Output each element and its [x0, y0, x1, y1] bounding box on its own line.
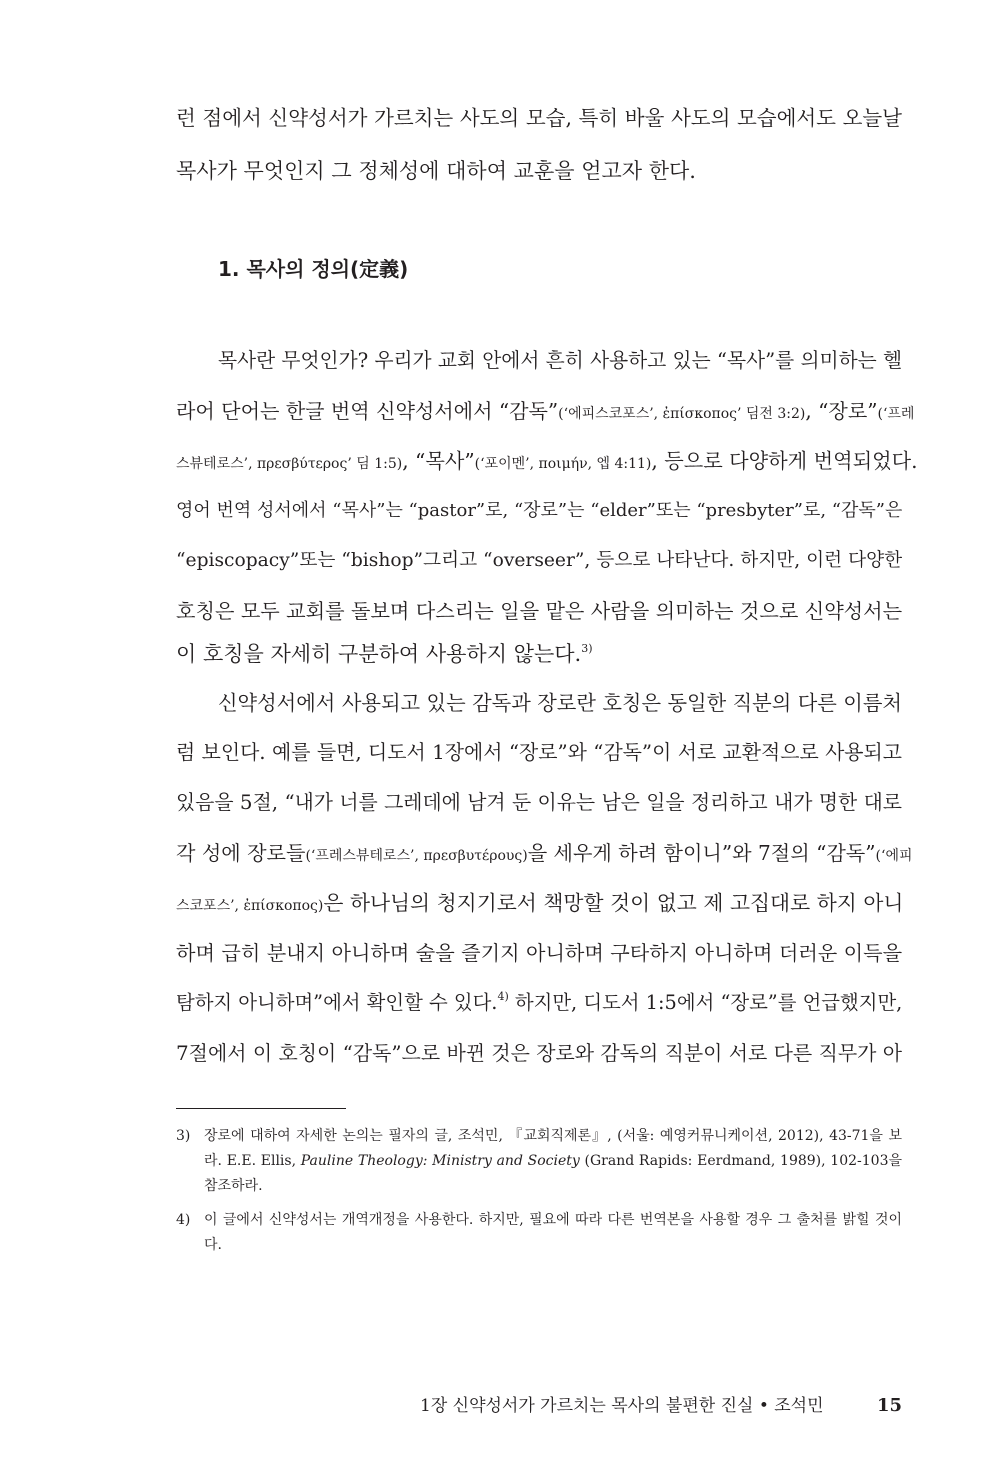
footnote-divider	[176, 1108, 346, 1109]
body-line: 탐하지 아니하며”에서 확인할 수 있다.$^{4)}$ 하지만, 디도서 1:5에서 “장로”를 언급했지만,	[176, 990, 903, 1014]
body-line: 런 점에서 신약성서가 가르치는 사도의 모습, 특히 바울 사도의 모습에서도 오늘날	[176, 106, 902, 130]
section-heading: 1. 목사의 정의(定義)	[218, 257, 409, 281]
body-line: 스코포스’, ἐπίσκοπος)은 하나님의 청지기로서 책망할 것이 없고 제 고집대로 하지 아니	[176, 891, 904, 915]
footnote-number: 4)	[176, 1212, 191, 1228]
body-line: 럼 보인다. 예를 들면, 디도서 1장에서 “장로”와 “감독”이 서로 교환적으로 사용되고	[176, 741, 902, 764]
body-line: 각 성에 장로들(‘프레스뷰테로스’, πρεσβυτέρους)을 세우게 하려 함이니”와 7절의 “감독”(‘에피	[176, 841, 913, 865]
running-head: 1장 신약성서가 가르치는 목사의 불편한 진실 • 조석민	[420, 1396, 824, 1416]
body-line: 호칭은 모두 교회를 돌보며 다스리는 일을 맡은 사람을 의미하는 것으로 신약성서는	[176, 599, 903, 623]
body-line: “episcopacy”또는 “bishop”그리고 “overseer”, 등으로 나타난다. 하지만, 이런 다양한	[176, 550, 903, 571]
body-line: 목사란 무엇인가? 우리가 교회 안에서 흔히 사용하고 있는 “목사”를 의미하는 헬	[218, 349, 902, 372]
page-number: 15	[876, 1395, 902, 1416]
body-line: 이 호칭을 자세히 구분하여 사용하지 않는다.$^{3)}$	[176, 642, 593, 666]
body-line: 목사가 무엇인지 그 정체성에 대하여 교훈을 얻고자 한다.	[176, 159, 696, 183]
footnote-ref[interactable]: 4)	[497, 990, 509, 1003]
footnote-ref[interactable]: 3)	[581, 642, 593, 655]
body-line: 7절에서 이 호칭이 “감독”으로 바뀐 것은 장로와 감독의 직분이 서로 다른 직무가 아	[176, 1041, 902, 1065]
footnote-text: 이 글에서 신약성서는 개역개정을 사용한다. 하지만, 필요에 따라 다른 번역본을 사용할 경우 그 출처를 밝힐 것이다.	[204, 1212, 902, 1253]
body-line: 있음을 5절, “내가 너를 그레데에 남겨 둔 이유는 남은 일을 정리하고 내가 명한 대로	[176, 791, 902, 814]
body-line: 영어 번역 성서에서 “목사”는 “pastor”로, “장로”는 “elder”또는 “presbyter”로, “감독”은	[176, 500, 903, 521]
footnote-number: 3)	[176, 1128, 191, 1144]
body-line: 하며 급히 분내지 아니하며 술을 즐기지 아니하며 구타하지 아니하며 더러운 이득을	[176, 941, 903, 965]
body-line: 라어 단어는 한글 번역 신약성서에서 “감독”(‘에피스코포스’, ἐπίσκοπος’ 딤전 3:2), “장로”(‘프레	[176, 399, 915, 423]
body-line: 스뷰테로스’, πρεσβύτερος’ 딤 1:5), “목사”(‘포이멘’, ποιμήν, 엡 4:11), 등으로 다양하게 번역되었다.	[176, 449, 918, 473]
footnote-text: 장로에 대하여 자세한 논의는 필자의 글, 조석민, 『교회직제론』, (서울: 예영커뮤니케이션, 2012), 43-71을 보라. E.E. Ellis, Pauline Theology: Ministry and Society (Grand Rapids: Eerdmand, 1989), 102-103을 참조하라.	[204, 1128, 902, 1194]
body-line: 신약성서에서 사용되고 있는 감독과 장로란 호칭은 동일한 직분의 다른 이름처	[218, 691, 902, 715]
